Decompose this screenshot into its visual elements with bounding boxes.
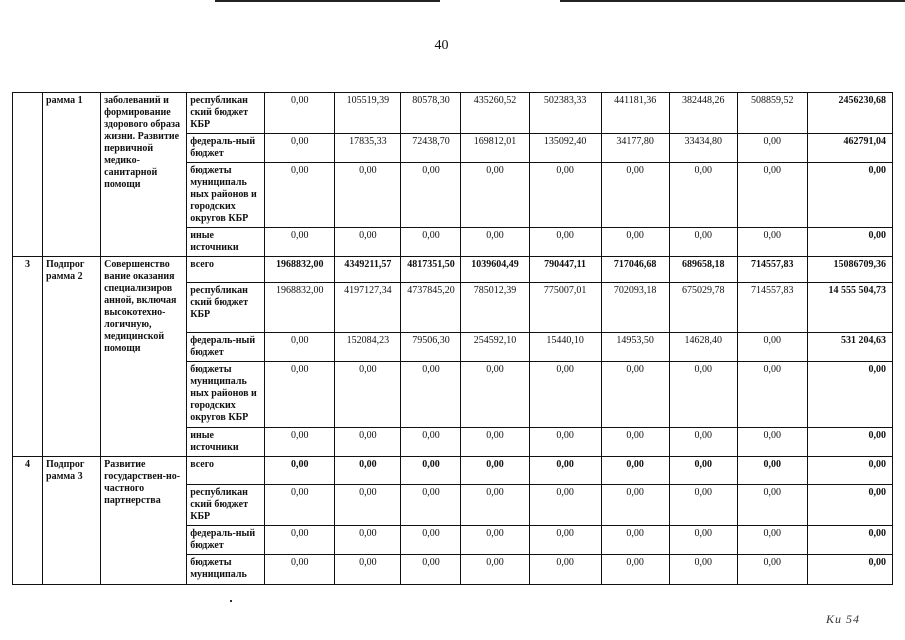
year-value-cell: 0,00 (265, 163, 335, 228)
funding-source-cell: всего (187, 257, 265, 283)
page-number: 40 (434, 38, 449, 53)
total-value-cell: 531 204,63 (807, 333, 892, 362)
year-value-cell: 0,00 (737, 485, 807, 526)
year-value-cell: 0,00 (335, 362, 401, 428)
year-value-cell: 0,00 (737, 333, 807, 362)
year-value-cell: 0,00 (669, 163, 737, 228)
funding-source-cell: федераль-ный бюджет (187, 526, 265, 555)
top-rule-left (215, 0, 440, 2)
year-value-cell: 0,00 (265, 485, 335, 526)
year-value-cell: 0,00 (335, 555, 401, 585)
year-value-cell: 0,00 (529, 485, 601, 526)
year-value-cell: 0,00 (737, 228, 807, 257)
year-value-cell: 0,00 (265, 428, 335, 457)
year-value-cell: 714557,83 (737, 257, 807, 283)
year-value-cell: 169812,01 (461, 134, 529, 163)
year-value-cell: 689658,18 (669, 257, 737, 283)
year-value-cell: 4737845,20 (401, 283, 461, 333)
year-value-cell: 0,00 (265, 228, 335, 257)
total-value-cell: 0,00 (807, 457, 892, 485)
year-value-cell: 0,00 (601, 228, 669, 257)
total-value-cell: 0,00 (807, 526, 892, 555)
year-value-cell: 80578,30 (401, 93, 461, 134)
total-value-cell: 0,00 (807, 228, 892, 257)
funding-source-cell: федераль-ный бюджет (187, 333, 265, 362)
year-value-cell: 0,00 (265, 134, 335, 163)
year-value-cell: 790447,11 (529, 257, 601, 283)
year-value-cell: 0,00 (461, 526, 529, 555)
row-number-cell: 4 (13, 457, 43, 585)
total-value-cell: 15086709,36 (807, 257, 892, 283)
funding-source-cell: бюджеты муниципаль ных районов и городских округов КБР (187, 163, 265, 228)
year-value-cell: 502383,33 (529, 93, 601, 134)
year-value-cell: 0,00 (461, 228, 529, 257)
year-value-cell: 717046,68 (601, 257, 669, 283)
year-value-cell: 0,00 (601, 163, 669, 228)
year-value-cell: 0,00 (401, 362, 461, 428)
year-value-cell: 0,00 (601, 457, 669, 485)
year-value-cell: 79506,30 (401, 333, 461, 362)
year-value-cell: 0,00 (737, 134, 807, 163)
year-value-cell: 0,00 (737, 526, 807, 555)
year-value-cell: 4349211,57 (335, 257, 401, 283)
subprogram-cell: рамма 1 (43, 93, 101, 257)
funding-source-cell: федераль-ный бюджет (187, 134, 265, 163)
year-value-cell: 508859,52 (737, 93, 807, 134)
year-value-cell: 15440,10 (529, 333, 601, 362)
year-value-cell: 0,00 (401, 457, 461, 485)
total-value-cell: 0,00 (807, 163, 892, 228)
subprogram-name-cell: заболеваний и формирование здорового образа жизни. Развитие первичной медико-санитарной помощи (101, 93, 187, 257)
total-value-cell: 0,00 (807, 428, 892, 457)
table-row (13, 257, 893, 283)
year-value-cell: 0,00 (265, 93, 335, 134)
year-value-cell: 0,00 (529, 163, 601, 228)
year-value-cell: 0,00 (401, 485, 461, 526)
year-value-cell: 0,00 (669, 428, 737, 457)
year-value-cell: 1039604,49 (461, 257, 529, 283)
year-value-cell: 152084,23 (335, 333, 401, 362)
year-value-cell: 14628,40 (669, 333, 737, 362)
year-value-cell: 0,00 (669, 526, 737, 555)
total-value-cell: 2456230,68 (807, 93, 892, 134)
table-row (13, 457, 893, 485)
funding-source-cell: иные источники (187, 228, 265, 257)
year-value-cell: 785012,39 (461, 283, 529, 333)
year-value-cell: 0,00 (737, 428, 807, 457)
year-value-cell: 0,00 (529, 362, 601, 428)
year-value-cell: 675029,78 (669, 283, 737, 333)
year-value-cell: 0,00 (601, 362, 669, 428)
year-value-cell: 0,00 (601, 485, 669, 526)
year-value-cell: 0,00 (529, 428, 601, 457)
year-value-cell: 0,00 (335, 457, 401, 485)
subprogram-cell: Подпрог рамма 2 (43, 257, 101, 457)
table-row (13, 93, 893, 134)
year-value-cell: 0,00 (335, 163, 401, 228)
year-value-cell: 1968832,00 (265, 283, 335, 333)
year-value-cell: 4817351,50 (401, 257, 461, 283)
total-value-cell: 0,00 (807, 485, 892, 526)
year-value-cell: 0,00 (529, 526, 601, 555)
year-value-cell: 4197127,34 (335, 283, 401, 333)
year-value-cell: 0,00 (669, 362, 737, 428)
year-value-cell: 0,00 (461, 457, 529, 485)
year-value-cell: 72438,70 (401, 134, 461, 163)
funding-source-cell: бюджеты муниципаль (187, 555, 265, 585)
year-value-cell: 0,00 (529, 457, 601, 485)
year-value-cell: 0,00 (401, 428, 461, 457)
year-value-cell: 0,00 (737, 457, 807, 485)
scan-speck (230, 600, 232, 602)
budget-table-body (13, 93, 893, 585)
year-value-cell: 0,00 (265, 526, 335, 555)
year-value-cell: 0,00 (529, 555, 601, 585)
year-value-cell: 382448,26 (669, 93, 737, 134)
year-value-cell: 0,00 (601, 428, 669, 457)
year-value-cell: 105519,39 (335, 93, 401, 134)
funding-source-cell: республикан ский бюджет КБР (187, 93, 265, 134)
year-value-cell: 0,00 (461, 555, 529, 585)
year-value-cell: 0,00 (529, 228, 601, 257)
year-value-cell: 775007,01 (529, 283, 601, 333)
year-value-cell: 0,00 (669, 485, 737, 526)
budget-table (12, 92, 893, 585)
subprogram-cell: Подпрог рамма 3 (43, 457, 101, 585)
year-value-cell: 0,00 (265, 555, 335, 585)
funding-source-cell: республикан ский бюджет КБР (187, 283, 265, 333)
year-value-cell: 0,00 (737, 362, 807, 428)
funding-source-cell: иные источники (187, 428, 265, 457)
year-value-cell: 0,00 (335, 428, 401, 457)
year-value-cell: 0,00 (669, 457, 737, 485)
year-value-cell: 0,00 (601, 526, 669, 555)
row-number-cell (13, 93, 43, 257)
subprogram-name-cell: Совершенство вание оказания специализиров анной, включая высокотехно-логичную, медицинской помощи (101, 257, 187, 457)
year-value-cell: 702093,18 (601, 283, 669, 333)
year-value-cell: 17835,33 (335, 134, 401, 163)
year-value-cell: 0,00 (401, 228, 461, 257)
total-value-cell: 0,00 (807, 362, 892, 428)
year-value-cell: 135092,40 (529, 134, 601, 163)
row-number-cell: 3 (13, 257, 43, 457)
year-value-cell: 0,00 (461, 428, 529, 457)
top-rule-right (560, 0, 905, 2)
year-value-cell: 0,00 (669, 555, 737, 585)
year-value-cell: 0,00 (265, 457, 335, 485)
funding-source-cell: республикан ский бюджет КБР (187, 485, 265, 526)
year-value-cell: 0,00 (461, 485, 529, 526)
year-value-cell: 0,00 (737, 163, 807, 228)
year-value-cell: 254592,10 (461, 333, 529, 362)
subprogram-name-cell: Развитие государствен-но-частного партнерства (101, 457, 187, 585)
funding-source-cell: всего (187, 457, 265, 485)
year-value-cell: 0,00 (601, 555, 669, 585)
year-value-cell: 1968832,00 (265, 257, 335, 283)
year-value-cell: 714557,83 (737, 283, 807, 333)
total-value-cell: 14 555 504,73 (807, 283, 892, 333)
year-value-cell: 0,00 (737, 555, 807, 585)
funding-source-cell: бюджеты муниципаль ных районов и городских округов КБР (187, 362, 265, 428)
year-value-cell: 0,00 (669, 228, 737, 257)
year-value-cell: 0,00 (461, 163, 529, 228)
year-value-cell: 0,00 (265, 333, 335, 362)
year-value-cell: 0,00 (401, 526, 461, 555)
year-value-cell: 0,00 (335, 228, 401, 257)
year-value-cell: 0,00 (461, 362, 529, 428)
total-value-cell: 0,00 (807, 555, 892, 585)
year-value-cell: 435260,52 (461, 93, 529, 134)
total-value-cell: 462791,04 (807, 134, 892, 163)
year-value-cell: 441181,36 (601, 93, 669, 134)
year-value-cell: 34177,80 (601, 134, 669, 163)
year-value-cell: 14953,50 (601, 333, 669, 362)
year-value-cell: 33434,80 (669, 134, 737, 163)
year-value-cell: 0,00 (265, 362, 335, 428)
year-value-cell: 0,00 (401, 555, 461, 585)
footer-mark: Ku 54 (826, 612, 861, 626)
year-value-cell: 0,00 (335, 526, 401, 555)
year-value-cell: 0,00 (335, 485, 401, 526)
year-value-cell: 0,00 (401, 163, 461, 228)
